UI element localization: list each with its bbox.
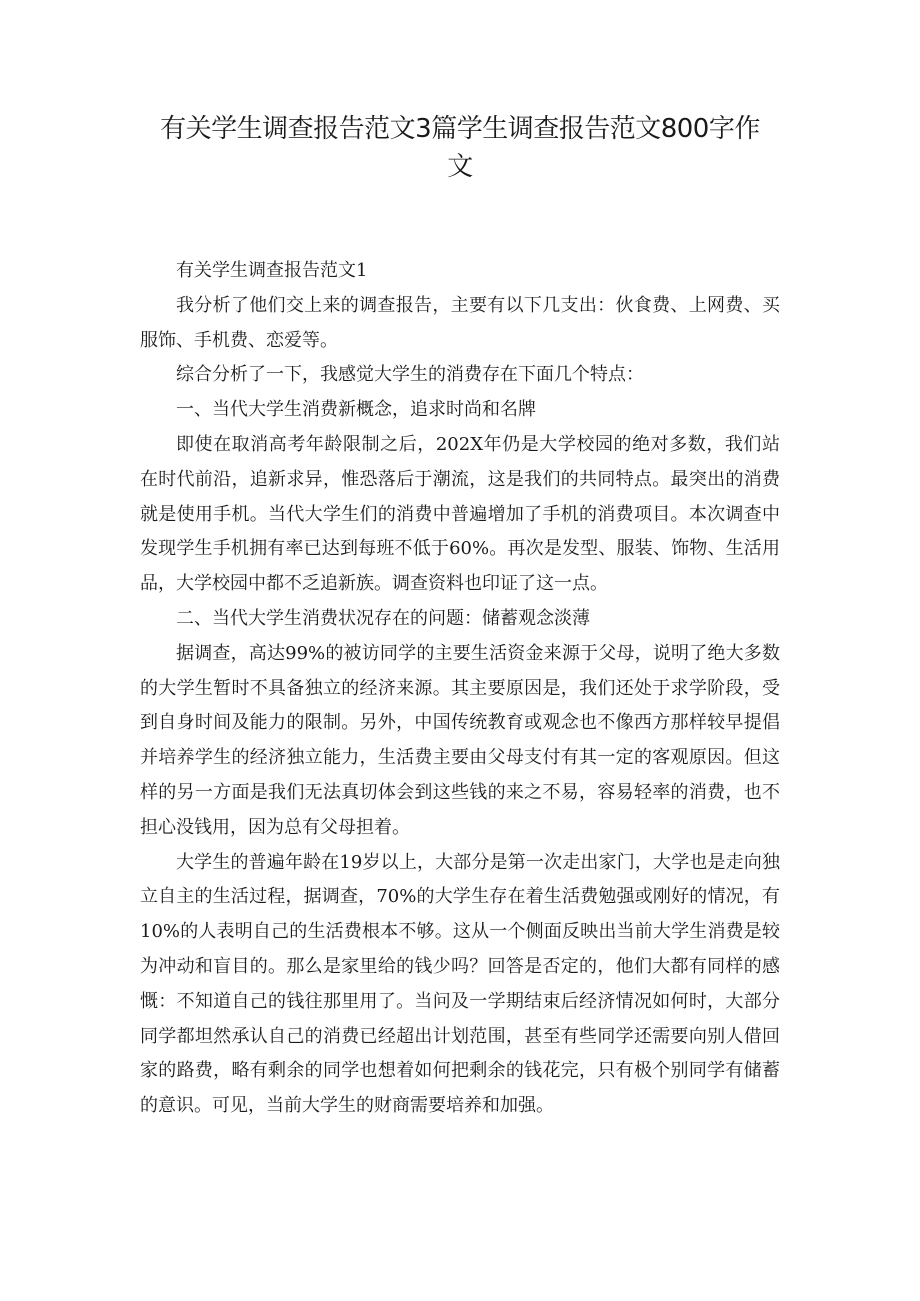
section-heading: 有关学生调查报告范文1 (176, 260, 368, 281)
section-heading: 二、当代大学生消费状况存在的问题：储蓄观念淡薄 (176, 607, 590, 629)
document-body (140, 254, 780, 1124)
body-paragraph: 据调查，高达99%的被访同学的主要生活资金来源于父母，说明了绝大多数的大学生暂时不具备独立的经济来源。其主要原因是，我们还处于求学阶段，受到自身时间及能力的限制。另外，中国传统教育或观念也不像西方那样较早提倡并培养学生的经济独立能力，生活费主要由父母支付有其一定的客观原因。但这样的另一方面是我们无法真切体会到这些钱的来之不易，容易轻率的消费，也不担心没钱用，因为总有父母担着。 (140, 642, 780, 838)
body-paragraph: 综合分析了一下，我感觉大学生的消费存在下面几个特点： (176, 364, 644, 386)
document-title: 有关学生调查报告范文3篇学生调查报告范文800字作文 (160, 114, 760, 182)
body-paragraph: 大学生的普遍年龄在19岁以上，大部分是第一次走出家门，大学也是走向独立自主的生活过程，据调查，70%的大学生存在着生活费勉强或刚好的情况，有10%的人表明自己的生活费根本不够。这从一个侧面反映出当前大学生消费是较为冲动和盲目的。那么是家里给的钱少吗？回答是否定的，他们大都有同样的感慨：不知道自己的钱往那里用了。当问及一学期结束后经济情况如何时，大部分同学都坦然承认自己的消费已经超出计划范围，甚至有些同学还需要向别人借回家的路费，略有剩余的同学也想着如何把剩余的钱花完，只有极个别同学有储蓄的意识。可见，当前大学生的财商需要培养和加强。 (140, 851, 780, 1117)
section-heading: 一、当代大学生消费新概念，追求时尚和名牌 (176, 399, 536, 421)
body-paragraph: 即使在取消高考年龄限制之后，202X年仍是大学校园的绝对多数，我们站在时代前沿，追新求异，惟恐落后于潮流，这是我们的共同特点。最突出的消费就是使用手机。当代大学生们的消费中普遍增加了手机的消费项目。本次调查中发现学生手机拥有率已达到每班不低于60%。再次是发型、服装、饰物、生活用品，大学校园中都不乏追新族。调查资料也印证了这一点。 (140, 433, 780, 595)
body-paragraph: 我分析了他们交上来的调查报告，主要有以下几支出：伙食费、上网费、买服饰、手机费、恋爱等。 (140, 294, 780, 351)
